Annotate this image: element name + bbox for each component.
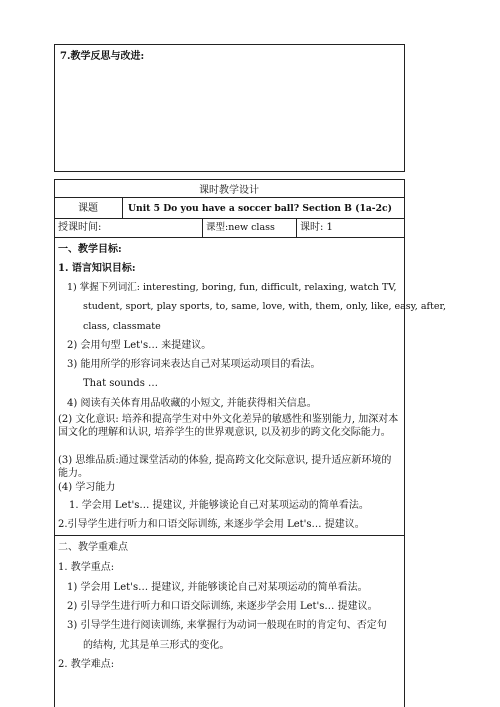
topic-label: 课题 xyxy=(78,203,98,214)
row-divider xyxy=(54,237,405,238)
col-divider xyxy=(296,218,297,237)
goal-item-3-example: That sounds … xyxy=(83,378,159,389)
vocab-line-3: class, classmate xyxy=(83,321,161,332)
hours-text: 课时: 1 xyxy=(300,222,333,233)
vocab-line-1: 1) 掌握下列词汇: interesting, boring, fun, difficult, relaxing, watch TV, xyxy=(67,282,397,293)
focus-item-3-line-1: 3) 引导学生进行阅读训练, 来掌握行为动词一般现在时的肯定句、否定句 xyxy=(67,620,387,631)
ability-item-2: 2.引导学生进行听力和口语交际训练, 来逐步学会用 Let's… 提建议。 xyxy=(58,519,365,530)
goals-heading: 一、教学目标: xyxy=(58,244,122,255)
focus-item-3-line-2: 的结构, 尤其是单三形式的变化。 xyxy=(83,640,230,651)
ability-heading: (4) 学习能力 xyxy=(58,482,116,493)
reflection-box xyxy=(54,44,405,172)
ability-item-1: 1. 学会用 Let's… 提建议, 并能够谈论自己对某项运动的简单看法。 xyxy=(69,500,369,511)
lang-goals-heading: 1. 语言知识目标: xyxy=(58,263,136,274)
row-divider xyxy=(54,218,405,219)
goal-item-2: 2) 会用句型 Let's… 来提建议。 xyxy=(67,340,212,351)
goal-item-4: 4) 阅读有关体育用品收藏的小短文, 并能获得相关信息。 xyxy=(67,398,317,409)
type-text: 课型:new class xyxy=(206,222,275,233)
thinking-goal: (3) 思维品质:通过课堂活动的体验, 提高跨文化交际意识, 提升适应新环境的能力。 xyxy=(58,455,392,479)
focus-item-1: 1) 学会用 Let's… 提建议, 并能够谈论自己对某项运动的简单看法。 xyxy=(67,582,368,593)
difficulty-heading: 2. 教学难点: xyxy=(58,659,115,670)
row-divider xyxy=(54,535,405,536)
row-divider xyxy=(54,197,405,198)
key-points-heading: 二、教学重难点 xyxy=(58,542,128,553)
col-divider xyxy=(202,218,203,237)
focus-item-2: 2) 引导学生进行听力和口语交际训练, 来逐步学会用 Let's… 提建议。 xyxy=(67,601,378,612)
reflection-label: 7.教学反思与改进: xyxy=(60,51,145,62)
time-label: 授课时间: xyxy=(58,222,102,233)
col-divider xyxy=(122,197,123,218)
culture-goal: (2) 文化意识: 培养和提高学生对中外文化差异的敏感性和鉴别能力, 加深对本国文化的理解和认识, 培养学生的世界观意识, 以及初步的跨文化交际能力。 xyxy=(58,414,399,438)
table-header-title: 课时教学设计 xyxy=(199,185,259,196)
topic-value: Unit 5 Do you have a soccer ball? Section B (1a-2c) xyxy=(128,203,392,214)
focus-heading: 1. 教学重点: xyxy=(58,562,115,573)
vocab-line-2: student, sport, play sports, to, same, love, with, them, only, like, easy, after, xyxy=(83,301,446,312)
goal-item-3: 3) 能用所学的形容词来表达自己对某项运动项目的看法。 xyxy=(67,359,321,370)
